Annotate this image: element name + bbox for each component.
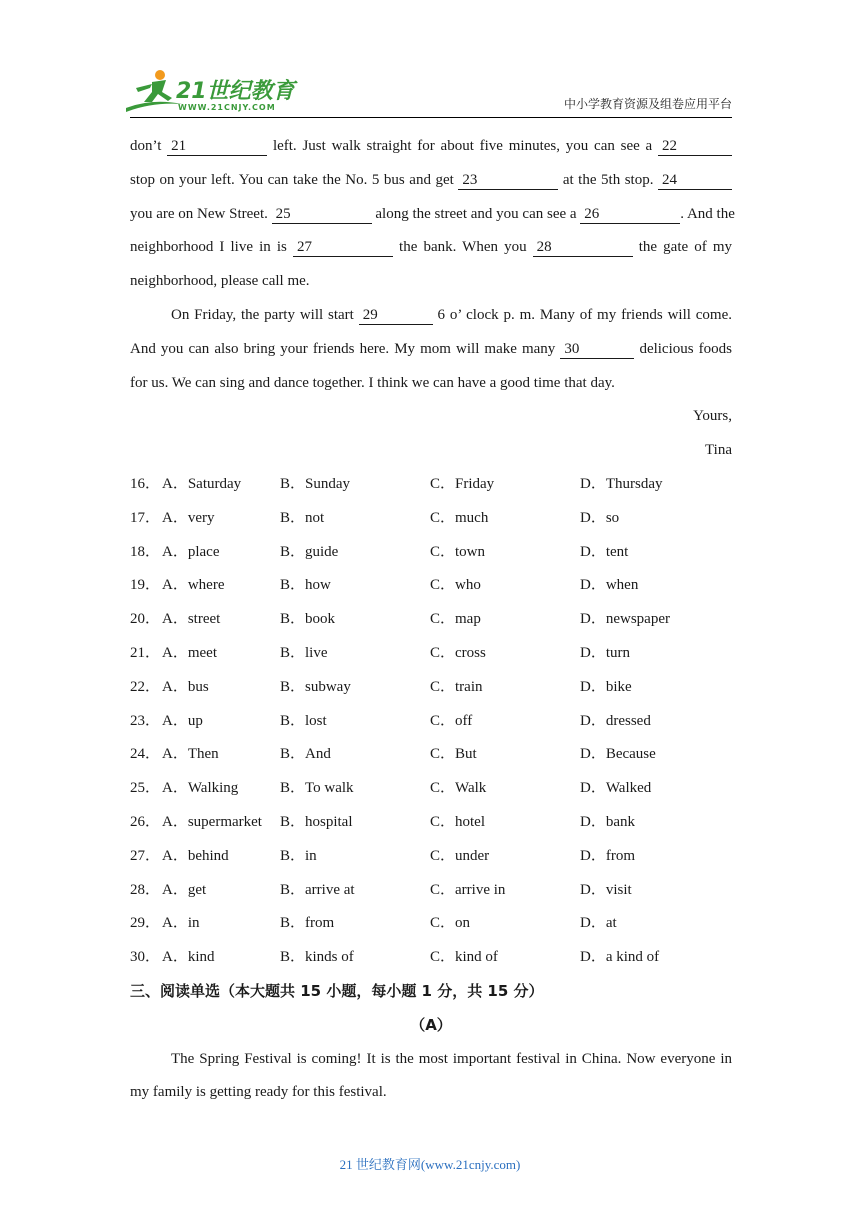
option-b[interactable]: B．from xyxy=(280,915,335,932)
question-row xyxy=(130,738,732,772)
passage-line-4: neighborhood I live in is 27 the bank. When you 28 the gate of my xyxy=(130,239,732,256)
question-row xyxy=(130,907,732,941)
option-d[interactable]: D．when xyxy=(580,577,639,594)
site-logo xyxy=(122,68,302,114)
question-number: 17． xyxy=(130,509,161,526)
question-number: 18． xyxy=(130,543,161,560)
footer-site-link[interactable]: 21 世纪教育网(www.21cnjy.com) xyxy=(339,1157,521,1172)
blank-30: 30 xyxy=(560,340,634,359)
question-number: 30． xyxy=(130,949,161,966)
letter-closing: Yours, xyxy=(693,408,732,425)
option-b[interactable]: B．arrive at xyxy=(280,881,355,898)
option-c[interactable]: C．train xyxy=(430,678,483,695)
option-d[interactable]: D．at xyxy=(580,915,617,932)
option-a[interactable]: A．meet xyxy=(162,644,217,661)
option-d[interactable]: D．tent xyxy=(580,543,629,560)
option-c[interactable]: C．map xyxy=(430,611,481,628)
blank-22: 22 xyxy=(658,137,732,156)
option-a[interactable]: A．very xyxy=(162,509,215,526)
option-b[interactable]: B．how xyxy=(280,577,331,594)
option-c[interactable]: C．Friday xyxy=(430,475,495,492)
question-row xyxy=(130,569,732,603)
option-a[interactable]: A．Walking xyxy=(162,780,239,797)
blank-21: 21 xyxy=(167,137,267,156)
option-c[interactable]: C．Walk xyxy=(430,780,487,797)
blank-28: 28 xyxy=(533,238,633,257)
options-list xyxy=(130,468,732,975)
passage-line-6: On Friday, the party will start 29 6 o’ clock p. m. Many of my friends will come. xyxy=(171,306,732,323)
question-number: 16． xyxy=(130,475,161,492)
option-c[interactable]: C．who xyxy=(430,577,481,594)
option-b[interactable]: B．And xyxy=(280,746,331,763)
letter-signature: Tina xyxy=(705,442,732,459)
passage-line-7: And you can also bring your friends here. My mom will make many 30 delicious foods xyxy=(130,340,732,357)
option-c[interactable]: C．arrive in xyxy=(430,881,506,898)
option-a[interactable]: A．bus xyxy=(162,678,209,695)
option-b[interactable]: B．lost xyxy=(280,712,327,729)
question-row xyxy=(130,637,732,671)
question-number: 22． xyxy=(130,678,161,695)
option-c[interactable]: C．off xyxy=(430,712,473,729)
option-b[interactable]: B．Sunday xyxy=(280,475,351,492)
question-number: 24． xyxy=(130,746,161,763)
passage-label: （A） xyxy=(410,1015,452,1034)
option-b[interactable]: B．not xyxy=(280,509,325,526)
option-d[interactable]: D．turn xyxy=(580,644,630,661)
passage-line-8: for us. We can sing and dance together. I think we can have a good time that day. xyxy=(130,374,615,391)
option-a[interactable]: A．street xyxy=(162,611,221,628)
option-a[interactable]: A．behind xyxy=(162,847,229,864)
question-number: 21． xyxy=(130,644,161,661)
passage-line-3: you are on New Street. 25 along the street and you can see a 26 . And the xyxy=(130,205,735,222)
reading-paragraph-line-2: my family is getting ready for this festival. xyxy=(130,1084,387,1101)
page-header xyxy=(0,0,860,120)
option-d[interactable]: D．so xyxy=(580,509,620,526)
svg-text:WWW.21CNJY.COM: WWW.21CNJY.COM xyxy=(178,103,276,112)
reading-paragraph-line-1: The Spring Festival is coming! It is the most important festival in China. Now everyone in xyxy=(171,1050,732,1067)
option-c[interactable]: C．much xyxy=(430,509,489,526)
question-number: 25． xyxy=(130,780,161,797)
header-divider xyxy=(130,117,732,118)
option-a[interactable]: A．in xyxy=(162,915,200,932)
option-d[interactable]: D．Walked xyxy=(580,780,652,797)
option-b[interactable]: B．book xyxy=(280,611,336,628)
option-b[interactable]: B．kinds of xyxy=(280,949,354,966)
option-c[interactable]: C．town xyxy=(430,543,486,560)
option-a[interactable]: A．Then xyxy=(162,746,219,763)
option-a[interactable]: A．get xyxy=(162,881,207,898)
option-b[interactable]: B．guide xyxy=(280,543,339,560)
question-number: 26． xyxy=(130,813,161,830)
question-number: 23． xyxy=(130,712,161,729)
option-b[interactable]: B．live xyxy=(280,644,328,661)
platform-tagline: 中小学教育资源及组卷应用平台 xyxy=(563,97,732,111)
option-c[interactable]: C．on xyxy=(430,915,471,932)
option-d[interactable]: D．Because xyxy=(580,746,656,763)
option-a[interactable]: A．up xyxy=(162,712,203,729)
passage-line-2: stop on your left. You can take the No. 5 bus and get 23 at the 5th stop. 24 xyxy=(130,164,732,198)
option-d[interactable]: D．bike xyxy=(580,678,632,695)
option-d[interactable]: D．a kind of xyxy=(580,949,660,966)
option-a[interactable]: A．Saturday xyxy=(162,475,242,492)
option-d[interactable]: D．from xyxy=(580,847,635,864)
option-a[interactable]: A．kind xyxy=(162,949,215,966)
question-number: 19． xyxy=(130,577,161,594)
option-b[interactable]: B．subway xyxy=(280,678,351,695)
question-row xyxy=(130,502,732,536)
blank-24: 24 xyxy=(658,171,732,190)
question-number: 29． xyxy=(130,915,161,932)
svg-text:21世纪教育: 21世纪教育 xyxy=(176,79,295,104)
blank-27: 27 xyxy=(293,238,393,257)
option-a[interactable]: A．where xyxy=(162,577,225,594)
option-c[interactable]: C．hotel xyxy=(430,813,485,830)
question-number: 27． xyxy=(130,847,161,864)
option-c[interactable]: C．But xyxy=(430,746,477,763)
option-c[interactable]: C．under xyxy=(430,847,490,864)
question-number: 20． xyxy=(130,611,161,628)
blank-23: 23 xyxy=(458,171,558,190)
passage-line-1: don’t 21 left. Just walk straight for about five minutes, you can see a 22 xyxy=(130,130,732,164)
blank-26: 26 xyxy=(580,205,680,224)
question-row xyxy=(130,840,732,874)
question-row xyxy=(130,705,732,739)
runner-icon xyxy=(126,70,182,112)
passage-line-5: neighborhood, please call me. xyxy=(130,273,310,290)
document-body xyxy=(130,130,735,1110)
option-d[interactable]: D．Thursday xyxy=(580,475,663,492)
option-a[interactable]: A．supermarket xyxy=(162,813,262,830)
question-row xyxy=(130,806,732,840)
option-a[interactable]: A．place xyxy=(162,543,220,560)
option-d[interactable]: D．bank xyxy=(580,813,635,830)
question-row xyxy=(130,536,732,570)
question-row xyxy=(130,874,732,908)
question-row xyxy=(130,772,732,806)
question-number: 28． xyxy=(130,881,161,898)
option-d[interactable]: D．dressed xyxy=(580,712,651,729)
blank-29: 29 xyxy=(359,306,433,325)
option-b[interactable]: B．in xyxy=(280,847,317,864)
section-title: 三、阅读单选（本大题共 15 小题，每小题 1 分，共 15 分） xyxy=(130,981,544,1000)
option-c[interactable]: C．kind of xyxy=(430,949,498,966)
question-row xyxy=(130,468,732,502)
option-b[interactable]: B．hospital xyxy=(280,813,353,830)
option-d[interactable]: D．visit xyxy=(580,881,632,898)
question-row xyxy=(130,671,732,705)
option-b[interactable]: B．To walk xyxy=(280,780,354,797)
question-row xyxy=(130,941,732,975)
option-c[interactable]: C．cross xyxy=(430,644,486,661)
blank-25: 25 xyxy=(272,205,372,224)
question-row xyxy=(130,603,732,637)
option-d[interactable]: D．newspaper xyxy=(580,611,670,628)
